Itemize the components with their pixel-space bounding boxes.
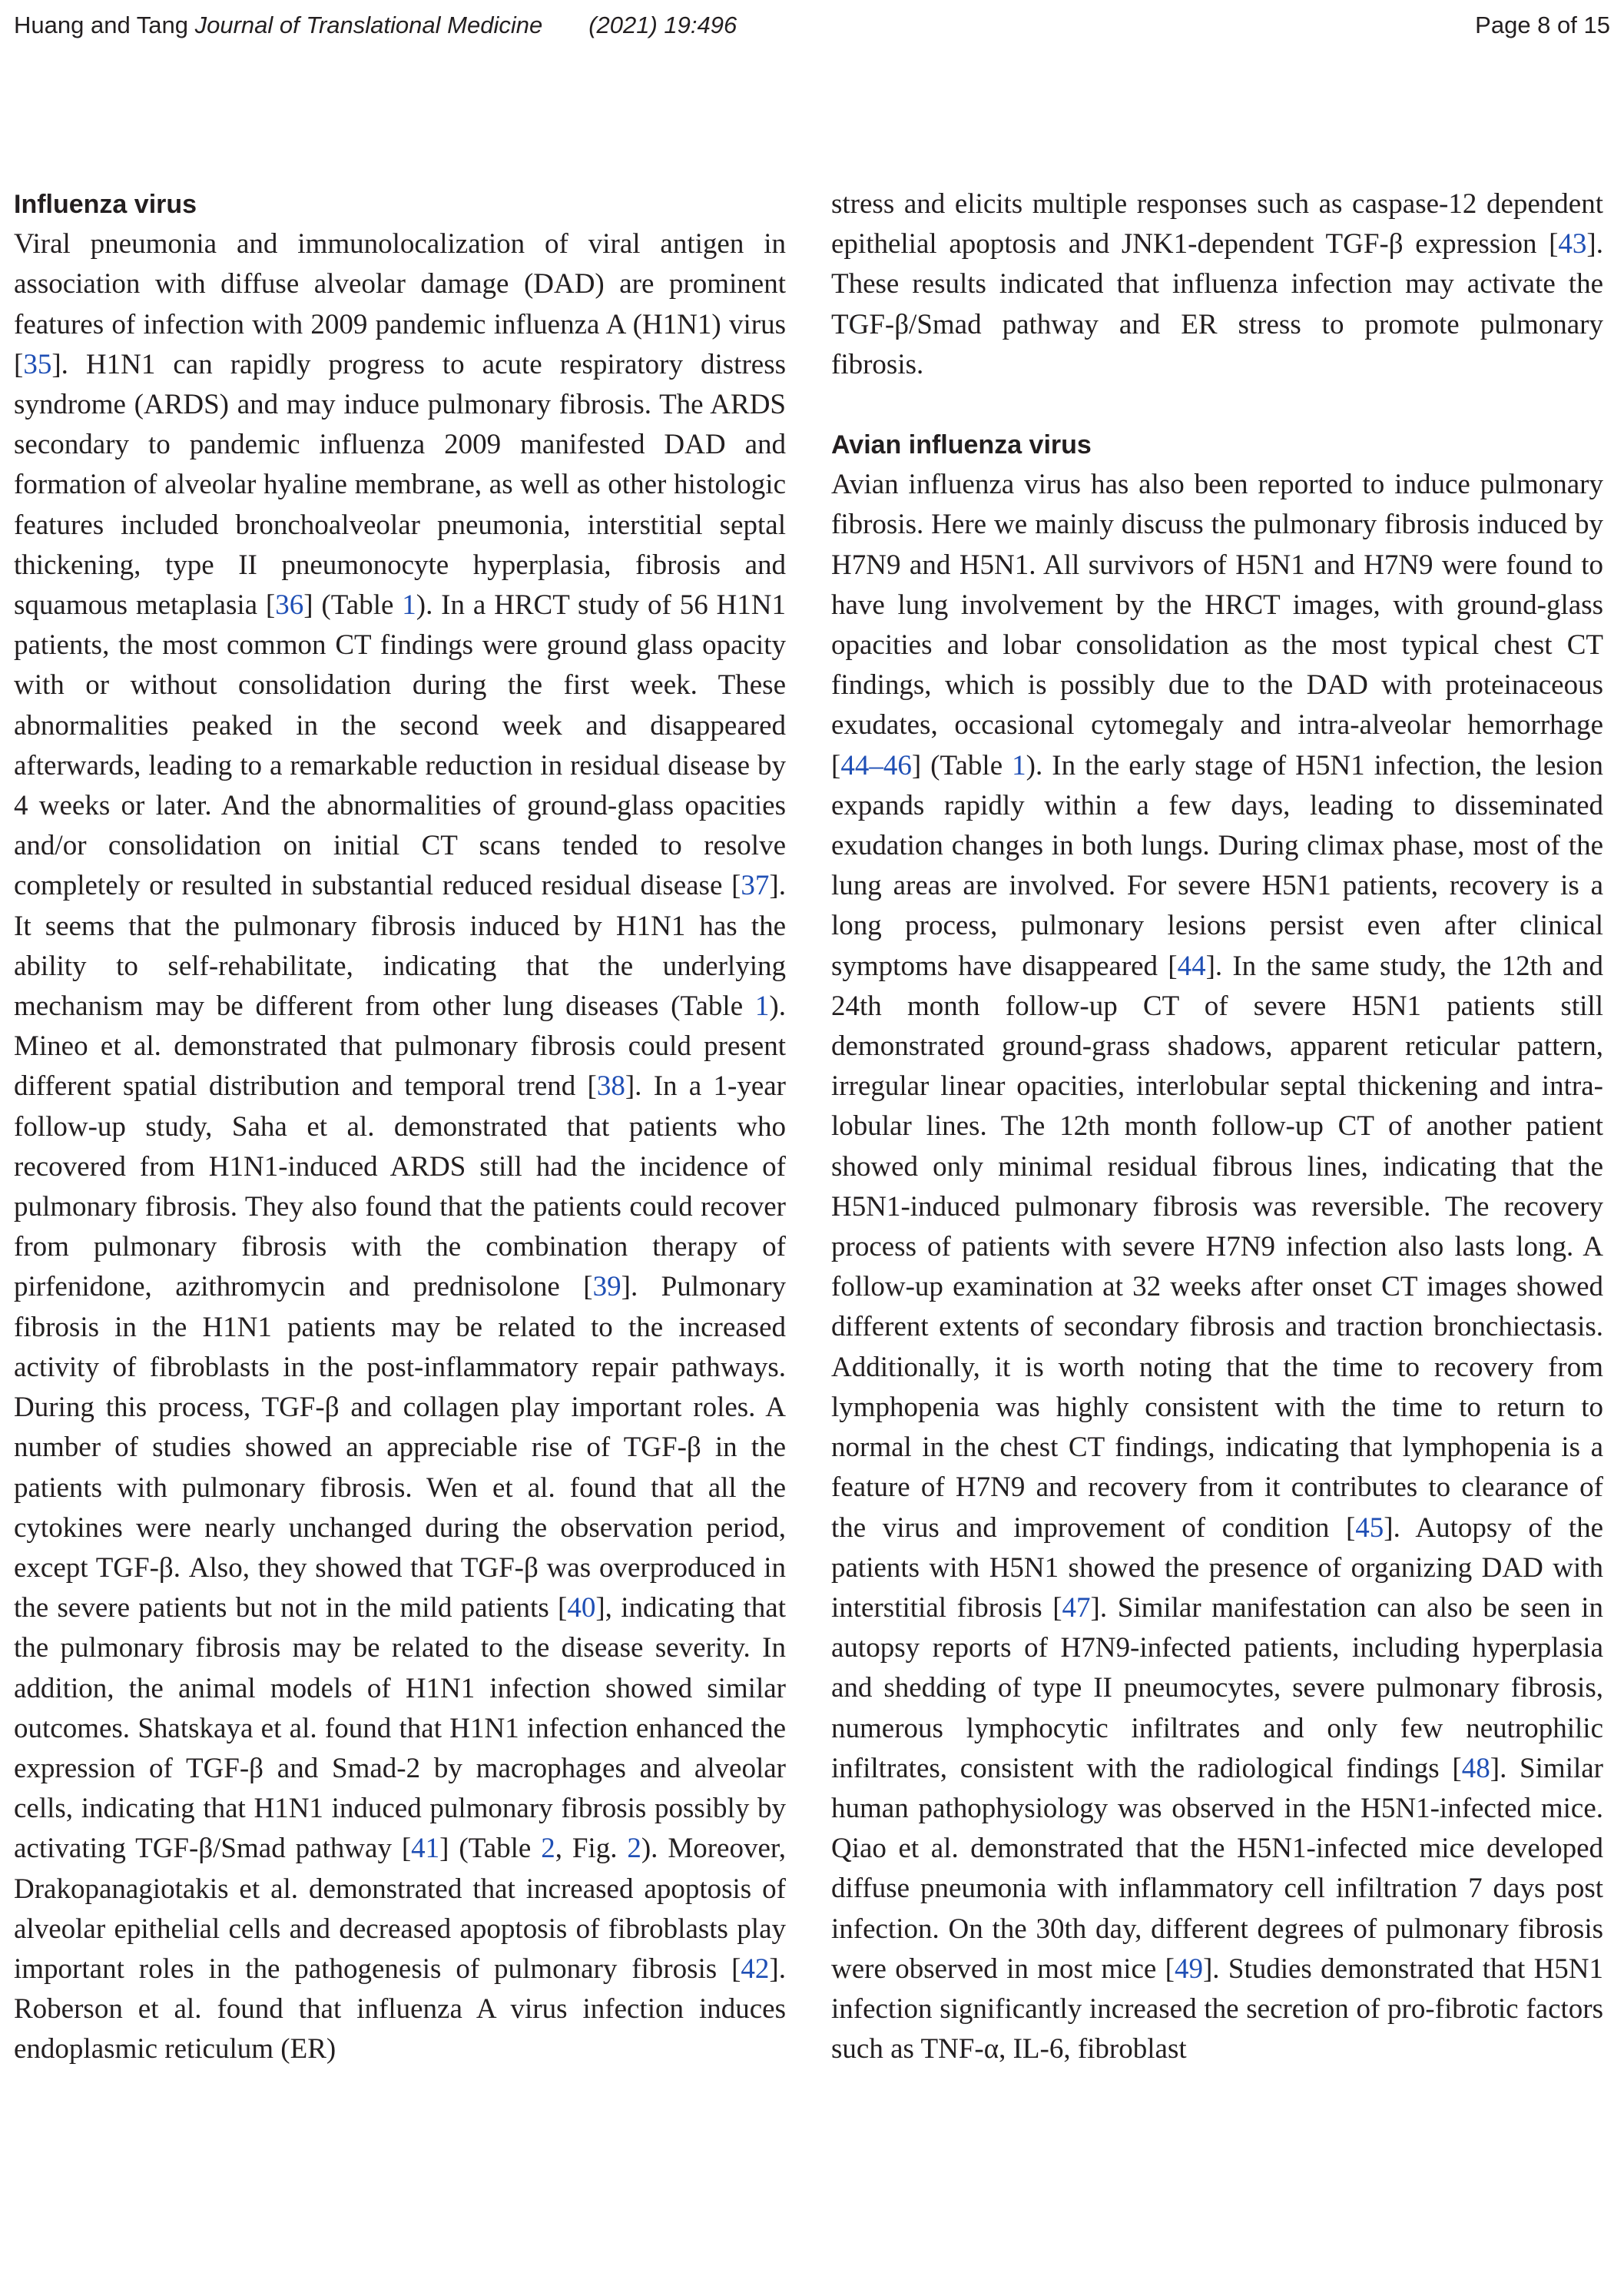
citation-link[interactable]: 1	[402, 589, 416, 622]
text-run: ]. In a 1-year follow-up study, Saha et al. demonstrated that patients who recovered from H1N1-induced ARDS still had the incidence of pulmonary fibrosis. They also found that the patients could recover from pulmonary fibrosis with the combination therapy of pirfenidone, azithromycin and prednisolone [	[14, 1070, 786, 1303]
citation-link[interactable]: 42	[741, 1953, 770, 1985]
text-run: ] (Table	[303, 589, 403, 622]
section-heading-avian-influenza-virus: Avian influenza virus	[831, 430, 1092, 460]
body-paragraph	[831, 465, 1603, 2069]
citation-link[interactable]: 47	[1062, 1591, 1091, 1624]
citation-link[interactable]: 49	[1174, 1953, 1203, 1985]
citation-link[interactable]: 41	[411, 1833, 440, 1865]
citation-link[interactable]: 36	[275, 589, 304, 622]
header-journal: Journal of Translational Medicine	[194, 12, 543, 38]
header-authors: Huang and Tang	[14, 12, 188, 38]
citation-link[interactable]: 48	[1461, 1752, 1490, 1784]
citation-link[interactable]: 1	[754, 990, 770, 1023]
text-run: ]. It seems that the pulmonary fibrosis induced by H1N1 has the ability to self-rehabilitate, indicating that the underlying mechanism may be different from other lung diseases (Table	[14, 870, 786, 1023]
text-run: ]. Roberson et al. found that influenza A virus infection induces endoplasmic reticulum (ER)	[14, 1953, 786, 2065]
text-run: ). In the early stage of H5N1 infection, the lesion expands rapidly within a few days, leading to disseminated exudation changes in both lungs. During climax phase, most of the lung areas are involved. For severe H5N1 patients, recovery is a long process, pulmonary lesions persist even after clinical symptoms have disappeared [	[831, 749, 1603, 982]
text-run: stress and elicits multiple responses such as caspase-12 dependent epithelial apoptosis and JNK1-dependent TGF-β expression [	[831, 188, 1603, 260]
citation-link[interactable]: 1	[1012, 749, 1026, 781]
citation-link[interactable]: 2	[627, 1833, 641, 1865]
text-run: ]. Studies demonstrated that H5N1 infection significantly increased the secretion of pro-fibrotic factors such as TNF-α, IL-6, fibroblast	[831, 1953, 1604, 2065]
header-page-number: Page 8 of 15	[1475, 12, 1610, 38]
citation-link[interactable]: 40	[567, 1592, 596, 1624]
text-run: ]. Autopsy of the patients with H5N1 showed the presence of organizing DAD with interstitial fibrosis [	[831, 1511, 1603, 1624]
text-run: ). In a HRCT study of 56 H1N1 patients, the most common CT findings were ground glass opacity with or without consolidation during the first week. These abnormalities peaked in the second week and disappeared afterwards, leading to a remarkable reduction in residual disease by 4 weeks or later. And the abnormalities of ground-glass opacities and/or consolidation on initial CT scans tended to resolve completely or resulted in substantial reduced residual disease [	[14, 589, 787, 902]
citation-link[interactable]: 37	[741, 870, 770, 902]
citation-link[interactable]: 35	[23, 348, 52, 380]
citation-link[interactable]: 2	[541, 1833, 555, 1865]
text-run: ], indicating that the pulmonary fibrosis may be related to the disease severity. In addition, the animal models of H1N1 infection showed similar outcomes. Shatskaya et al. found that H1N1 infection enhanced the expression of TGF-β and Smad-2 by macrophages and alveolar cells, indicating that H1N1 induced pulmonary fibrosis possibly by activating TGF-β/Smad pathway [	[14, 1592, 786, 1865]
left-column	[14, 184, 786, 2070]
text-run: ] (Table	[911, 749, 1013, 781]
text-run: Viral pneumonia and immunolocalization of viral antigen in association with diffuse alveolar damage (DAD) are prominent features of infection with 2009 pandemic influenza A (H1N1) virus [	[14, 228, 786, 380]
citation-link[interactable]: 38	[596, 1070, 625, 1103]
text-run: ]. Similar manifestation can also be seen in autopsy reports of H7N9-infected patients, including hyperplasia and shedding of type II pneumocytes, severe pulmonary fibrosis, numerous lymphocytic infiltrates and only few neutrophilic infiltrates, consistent with the radiological findings [	[831, 1591, 1603, 1784]
right-column	[831, 184, 1603, 2069]
text-run: ] (Table	[439, 1833, 542, 1865]
header-year-volume: (2021) 19:496	[588, 12, 737, 38]
text-run: Avian influenza virus has also been reported to induce pulmonary fibrosis. Here we mainly discuss the pulmonary fibrosis induced by H7N9 and H5N1. All survivors of H5N1 and H7N9 were found to have lung involvement by the HRCT images, with ground-glass opacities and lobar consolidation as the most typical chest CT findings, which is possibly due to the DAD with proteinaceous exudates, occasional cytomegaly and intra-alveolar hemorrhage [	[831, 469, 1603, 781]
body-paragraph-continuation	[831, 184, 1603, 385]
text-run: ). Moreover, Drakopanagiotakis et al. demonstrated that increased apoptosis of alveolar epithelial cells and decreased apoptosis of fibroblasts play important roles in the pathogenesis of pulmonary fibrosis [	[14, 1833, 786, 1985]
text-run: , Fig.	[555, 1833, 628, 1865]
citation-link[interactable]: 44–46	[840, 749, 912, 781]
text-run: ). Mineo et al. demonstrated that pulmonary fibrosis could present different spatial distribution and temporal trend [	[14, 990, 786, 1103]
text-run: ]. Similar human pathophysiology was observed in the H5N1-infected mice. Qiao et al. demonstrated that the H5N1-infected mice developed diffuse pneumonia with inflammatory cell infiltration 7 days post infection. On the 30th day, different degrees of pulmonary fibrosis were observed in most mice [	[831, 1752, 1604, 1985]
citation-link[interactable]: 44	[1177, 950, 1206, 982]
citation-link[interactable]: 39	[592, 1271, 621, 1303]
running-header	[14, 6, 1610, 45]
text-run: ]. In the same study, the 12th and 24th month follow-up CT of severe H5N1 patients still demonstrated ground-grass shadows, apparent reticular pattern, irregular linear opacities, interlobular septal thickening and intra-lobular lines. The 12th month follow-up CT of another patient showed only minimal residual fibrous lines, indicating that the H5N1-induced pulmonary fibrosis was reversible. The recovery process of patients with severe H7N9 infection also lasts long. A follow-up examination at 32 weeks after onset CT images showed different extents of secondary fibrosis and traction bronchiectasis. Additionally, it is worth noting that the time to recovery from lymphopenia was highly consistent with the time to return to normal in the chest CT findings, indicating that lymphopenia is a feature of H7N9 and recovery from it contributes to clearance of the virus and improvement of condition [	[831, 950, 1603, 1544]
section-heading-influenza-virus: Influenza virus	[14, 190, 197, 219]
header-citation	[14, 6, 737, 45]
text-run: ]. H1N1 can rapidly progress to acute respiratory distress syndrome (ARDS) and may induce pulmonary fibrosis. The ARDS secondary to pandemic influenza 2009 manifested DAD and formation of alveolar hyaline membrane, as well as other histologic features included bronchoalveolar pneumonia, interstitial septal thickening, type II pneumonocyte hyperplasia, fibrosis and squamous metaplasia [	[14, 348, 786, 622]
citation-link[interactable]: 43	[1558, 228, 1587, 260]
text-run: ]. These results indicated that influenza infection may activate the TGF-β/Smad pathway and ER stress to promote pulmonary fibrosis.	[831, 228, 1603, 380]
citation-link[interactable]: 45	[1355, 1511, 1384, 1544]
section-spacer	[831, 385, 1603, 425]
text-run: ]. Pulmonary fibrosis in the H1N1 patients may be related to the increased activity of fibroblasts in the post-inflammatory repair pathways. During this process, TGF-β and collagen play important roles. A number of studies showed an appreciable rise of TGF-β in the patients with pulmonary fibrosis. Wen et al. found that all the cytokines were nearly unchanged during the observation period, except TGF-β. Also, they showed that TGF-β was overproduced in the severe patients but not in the mild patients [	[14, 1271, 787, 1624]
body-paragraph	[14, 224, 786, 2069]
